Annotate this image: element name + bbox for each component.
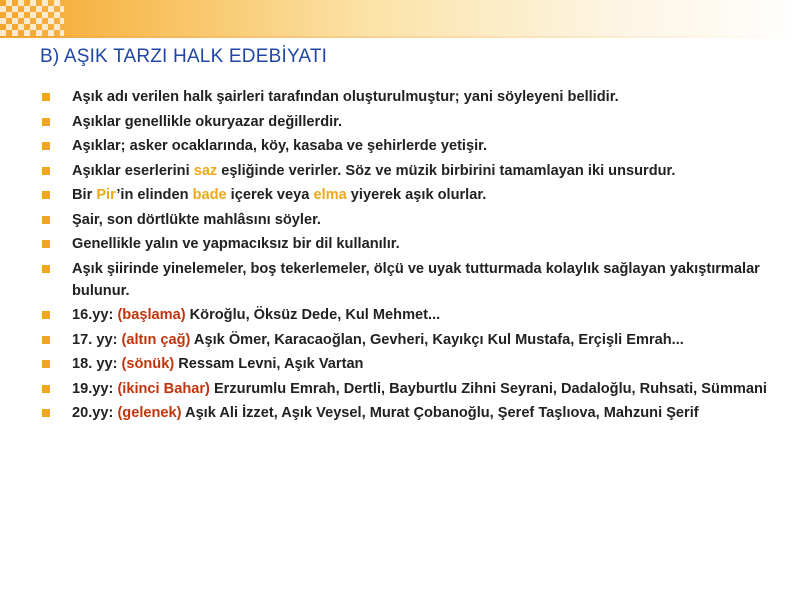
bullet-item [42,378,782,400]
text-segment: Aşık Ali İzzet, Aşık Veysel, Murat Çobanoğlu, Şeref Taşlıova, Mahzuni Şerif [181,405,699,421]
square-bullet-icon [42,142,50,150]
text-segment: 17. yy: [72,331,122,348]
bullet-text [72,163,675,179]
square-bullet-icon [42,409,50,417]
bullet-item [42,304,782,326]
text-segment: Aşıklar genellikle okuryazar değillerdir. [72,113,343,130]
text-segment: 20.yy: [72,405,118,421]
text-segment: ’in elinden [116,187,193,203]
text-segment: Aşık Ömer, Karacaoğlan, Gevheri, Kayıkçı Kul Mustafa, Erçişli Emrah... [190,331,684,348]
text-segment: yiyerek aşık olurlar. [346,187,487,203]
bullet-text [72,381,767,397]
bullet-text [72,236,400,252]
bullet-item [42,209,782,231]
bullet-text [72,212,321,228]
bullet-item [42,184,782,206]
text-segment: Aşık şiirinde yinelemeler, boş tekerlemeler, ölçü ve uyak tutturmada kolaylık sağlayan yakıştırmalar bulunur. [72,260,760,299]
text-segment: Köroğlu, Öksüz Dede, Kul Mehmet... [185,307,441,323]
square-bullet-icon [42,216,50,224]
text-segment: Bir [72,187,97,203]
highlight-term: elma [313,187,347,203]
bullet-text [72,89,619,105]
square-bullet-icon [42,311,50,319]
text-segment: Genellikle yalın ve yapmacıksız bir dil kullanılır. [72,236,400,252]
bullet-item [42,233,782,255]
square-bullet-icon [42,191,50,199]
text-segment: Aşıklar; asker ocaklarında, köy, kasaba ve şehirlerde yetişir. [72,138,488,154]
square-bullet-icon [42,167,50,175]
text-segment: eşliğinde verirler. Söz ve müzik birbirini tamamlayan iki unsurdur. [217,162,676,179]
period-label: (başlama) [117,307,186,323]
bullet-item [42,135,782,157]
bullet-item [42,111,782,133]
text-segment: 16.yy: [72,307,118,323]
square-bullet-icon [42,385,50,393]
square-bullet-icon [42,336,50,344]
text-segment: Aşık adı verilen halk şairleri tarafından oluşturulmuştur; yani söyleyeni bellidir. [72,89,619,105]
text-segment: Erzurumlu Emrah, Dertli, Bayburtlu Zihni Seyrani, Dadaloğlu, Ruhsati, Sümmani [209,380,767,397]
highlight-term: bade [192,187,227,203]
period-label: (altın çağ) [121,331,191,348]
bullet-text [72,261,760,299]
highlight-term: saz [193,162,218,179]
header-gradient-band [0,0,800,36]
bullet-text [72,138,487,154]
bullet-list [42,86,782,427]
square-bullet-icon [42,240,50,248]
square-bullet-icon [42,118,50,126]
text-segment: Aşıklar eserlerini [72,162,194,179]
text-segment: 18. yy: [72,356,122,372]
bullet-text [72,114,342,130]
square-bullet-icon [42,360,50,368]
text-segment: içerek veya [226,187,314,203]
header-divider [0,36,800,38]
bullet-text [72,405,699,421]
bullet-item [42,329,782,351]
bullet-text [72,332,684,348]
period-label: (ikinci Bahar) [117,380,210,397]
text-segment: Ressam Levni, Aşık Vartan [174,356,364,372]
bullet-text [72,307,440,323]
slide-title: B) AŞIK TARZI HALK EDEBİYATI [40,46,328,67]
bullet-item [42,160,782,182]
highlight-term: Pir [96,187,117,203]
bullet-text [72,356,363,372]
bullet-text [72,187,486,203]
square-bullet-icon [42,265,50,273]
text-segment: 19.yy: [72,380,118,397]
period-label: (sönük) [121,356,175,372]
bullet-item [42,353,782,375]
bullet-item [42,402,782,424]
bullet-item [42,258,782,302]
bullet-item [42,86,782,108]
text-segment: Şair, son dörtlükte mahlâsını söyler. [72,211,321,228]
square-bullet-icon [42,93,50,101]
period-label: (gelenek) [117,405,182,421]
